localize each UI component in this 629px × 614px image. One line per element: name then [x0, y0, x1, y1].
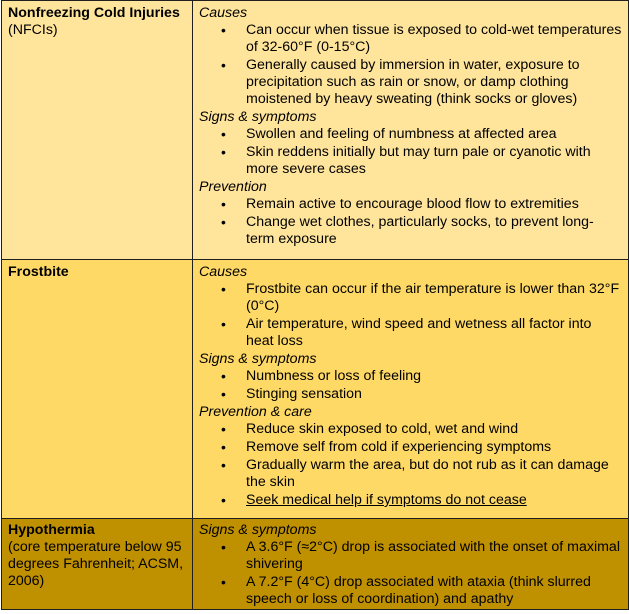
bullet-list — [199, 281, 622, 350]
list-item: • A 3.6°F (≈2°C) drop is associated with the onset of maximal shivering — [246, 539, 622, 573]
condition-cell — [2, 1, 193, 260]
condition-name: Nonfreezing Cold Injuries — [8, 5, 180, 21]
details-cell — [193, 519, 629, 610]
table-row-hypothermia — [2, 519, 629, 610]
section-heading: Signs & symptoms — [199, 351, 317, 367]
list-item: • Gradually warm the area, but do not rub as it can damage the skin — [246, 457, 622, 491]
section-heading: Prevention & care — [199, 404, 312, 420]
bullet-list — [199, 539, 622, 608]
bullet-list — [199, 421, 622, 509]
details-cell — [193, 1, 629, 260]
condition-cell — [2, 519, 193, 610]
table-row-frostbite — [2, 260, 629, 519]
list-item: • Generally caused by immersion in water, exposure to precipitation such as rain or snow, or damp clothing moistened by heavy sweating (think socks or gloves) — [246, 57, 622, 108]
list-item-link[interactable]: • Seek medical help if symptoms do not cease — [246, 492, 622, 509]
details-cell — [193, 260, 629, 519]
list-item: • Can occur when tissue is exposed to cold-wet temperatures of 32-60°F (0-15°C) — [246, 22, 622, 56]
condition-name: Frostbite — [8, 264, 69, 280]
bullet-list — [199, 126, 622, 178]
list-item: • Change wet clothes, particularly socks, to prevent long-term exposure — [246, 214, 622, 248]
bullet-list — [199, 22, 622, 108]
list-item: • Swollen and feeling of numbness at affected area — [246, 126, 622, 143]
list-item: • Stinging sensation — [246, 386, 622, 403]
list-item: • Numbness or loss of feeling — [246, 368, 622, 385]
section-heading: Prevention — [199, 179, 267, 195]
condition-cell — [2, 260, 193, 519]
list-item: • Remain active to encourage blood flow to extremities — [246, 196, 622, 213]
section-heading: Causes — [199, 5, 248, 21]
section-heading: Signs & symptoms — [199, 522, 317, 538]
list-item: • Reduce skin exposed to cold, wet and wind — [246, 421, 622, 438]
list-item: • A 7.2°F (4°C) drop associated with ataxia (think slurred speech or loss of coordination) and apathy — [246, 574, 622, 608]
bullet-list — [199, 368, 622, 403]
list-item: • Frostbite can occur if the air temperature is lower than 32°F (0°C) — [246, 281, 622, 315]
condition-name: Hypothermia — [8, 522, 95, 538]
condition-abbreviation: (NFCIs) — [8, 22, 58, 38]
table-row-nfci — [2, 1, 629, 260]
section-heading: Causes — [199, 264, 248, 280]
condition-note: (core temperature below 95 degrees Fahrenheit; ACSM, 2006) — [8, 539, 184, 589]
bullet-list — [199, 196, 622, 248]
cold-injuries-table — [1, 0, 629, 610]
section-heading: Signs & symptoms — [199, 109, 317, 125]
list-item: • Air temperature, wind speed and wetness all factor into heat loss — [246, 316, 622, 350]
list-item: • Skin reddens initially but may turn pale or cyanotic with more severe cases — [246, 144, 622, 178]
list-item: • Remove self from cold if experiencing symptoms — [246, 439, 622, 456]
